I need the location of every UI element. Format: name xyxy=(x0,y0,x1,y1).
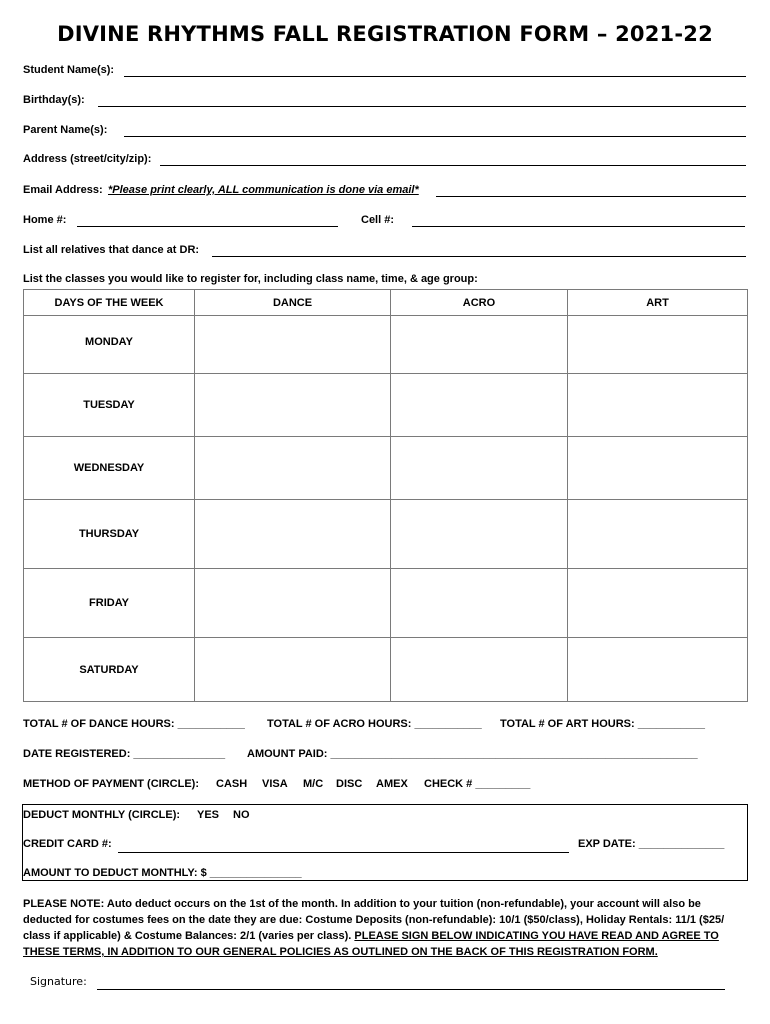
day-thursday: THURSDAY xyxy=(24,500,195,569)
deduct-monthly-label: DEDUCT MONTHLY (CIRCLE): xyxy=(23,809,181,821)
tuesday-dance-cell[interactable] xyxy=(195,374,391,437)
day-wednesday: WEDNESDAY xyxy=(24,437,195,500)
deduct-yes-option[interactable]: YES xyxy=(197,809,220,821)
relatives-label: List all relatives that dance at DR: xyxy=(23,244,200,256)
monday-art-cell[interactable] xyxy=(568,316,748,374)
table-row xyxy=(24,437,748,500)
policy-notice xyxy=(23,896,751,960)
saturday-acro-cell[interactable] xyxy=(391,638,568,702)
table-row xyxy=(24,374,748,437)
address-field[interactable] xyxy=(160,165,746,166)
monday-dance-cell[interactable] xyxy=(195,316,391,374)
parent-name-field[interactable] xyxy=(124,136,746,137)
table-row xyxy=(24,500,748,569)
relatives-field[interactable] xyxy=(212,256,746,257)
policy-agreement-text: PLEASE SIGN BELOW INDICATING YOU HAVE READ AND AGREE TO THESE TERMS, IN ADDITION TO OUR GENERAL POLICIES AS OUTLINED ON THE BACK OF THIS REGISTRATION FORM. xyxy=(23,930,719,958)
thursday-art-cell[interactable] xyxy=(568,500,748,569)
parent-name-label: Parent Name(s): xyxy=(23,124,108,136)
thursday-dance-cell[interactable] xyxy=(195,500,391,569)
date-registered[interactable]: DATE REGISTERED: _______________ xyxy=(23,748,226,760)
payment-option-check[interactable]: CHECK # _________ xyxy=(424,778,531,790)
class-schedule-table xyxy=(23,289,748,702)
student-name-label: Student Name(s): xyxy=(23,64,115,76)
day-tuesday: TUESDAY xyxy=(24,374,195,437)
address-label: Address (street/city/zip): xyxy=(23,153,152,165)
friday-dance-cell[interactable] xyxy=(195,569,391,638)
total-art-hours[interactable]: TOTAL # OF ART HOURS: ___________ xyxy=(500,718,705,730)
header-days: DAYS OF THE WEEK xyxy=(24,290,195,316)
credit-card-field[interactable] xyxy=(118,852,569,853)
deduct-no-option[interactable]: NO xyxy=(233,809,250,821)
payment-method-label: METHOD OF PAYMENT (CIRCLE): xyxy=(23,778,199,790)
friday-acro-cell[interactable] xyxy=(391,569,568,638)
form-title: DIVINE RHYTHMS FALL REGISTRATION FORM – 2021-22 xyxy=(57,22,713,46)
day-monday: MONDAY xyxy=(24,316,195,374)
signature-label: Signature: xyxy=(30,975,87,988)
home-phone-field[interactable] xyxy=(77,226,338,227)
payment-option-amex[interactable]: AMEX xyxy=(376,778,408,790)
student-name-field[interactable] xyxy=(124,76,746,77)
amount-paid[interactable]: AMOUNT PAID: ____________________________________________________________ xyxy=(247,748,698,760)
policy-notice-text: PLEASE NOTE: Auto deduct occurs on the 1st of the month. In addition to your tuition (non-refundable), your account will also be deducted for costumes fees on the date they are due: Costume Deposits (non-refundable): 10/1 ($50/class), Holiday Rentals: 11/1 ($25/ class if applicable) & Costume Balances: 2/1 (varies per class). xyxy=(23,898,725,942)
total-dance-hours[interactable]: TOTAL # OF DANCE HOURS: ___________ xyxy=(23,718,245,730)
header-art: ART xyxy=(568,290,748,316)
home-phone-label: Home #: xyxy=(23,214,67,226)
birthday-label: Birthday(s): xyxy=(23,94,85,106)
email-field[interactable] xyxy=(436,196,746,197)
tuesday-acro-cell[interactable] xyxy=(391,374,568,437)
wednesday-art-cell[interactable] xyxy=(568,437,748,500)
credit-card-label: CREDIT CARD #: xyxy=(23,838,112,850)
table-row xyxy=(24,316,748,374)
exp-date[interactable]: EXP DATE: ______________ xyxy=(578,838,725,850)
header-dance: DANCE xyxy=(195,290,391,316)
day-saturday: SATURDAY xyxy=(24,638,195,702)
saturday-dance-cell[interactable] xyxy=(195,638,391,702)
tuesday-art-cell[interactable] xyxy=(568,374,748,437)
total-acro-hours[interactable]: TOTAL # OF ACRO HOURS: ___________ xyxy=(267,718,482,730)
payment-option-cash[interactable]: CASH xyxy=(216,778,248,790)
wednesday-acro-cell[interactable] xyxy=(391,437,568,500)
classes-prompt: List the classes you would like to register for, including class name, time, & age group: xyxy=(23,273,478,285)
table-row xyxy=(24,569,748,638)
table-row xyxy=(24,638,748,702)
signature-field[interactable] xyxy=(97,989,725,990)
email-note: *Please print clearly, ALL communication is done via email* xyxy=(108,184,419,196)
amount-to-deduct[interactable]: AMOUNT TO DEDUCT MONTHLY: $ _______________ xyxy=(23,867,302,879)
schedule-header-row xyxy=(24,290,748,316)
header-acro: ACRO xyxy=(391,290,568,316)
wednesday-dance-cell[interactable] xyxy=(195,437,391,500)
day-friday: FRIDAY xyxy=(24,569,195,638)
birthday-field[interactable] xyxy=(98,106,746,107)
payment-option-mc[interactable]: M/C xyxy=(303,778,324,790)
thursday-acro-cell[interactable] xyxy=(391,500,568,569)
friday-art-cell[interactable] xyxy=(568,569,748,638)
payment-option-visa[interactable]: VISA xyxy=(262,778,288,790)
cell-phone-label: Cell #: xyxy=(361,214,395,226)
saturday-art-cell[interactable] xyxy=(568,638,748,702)
monday-acro-cell[interactable] xyxy=(391,316,568,374)
cell-phone-field[interactable] xyxy=(412,226,745,227)
payment-option-disc[interactable]: DISC xyxy=(336,778,363,790)
email-label: Email Address: xyxy=(23,184,103,196)
